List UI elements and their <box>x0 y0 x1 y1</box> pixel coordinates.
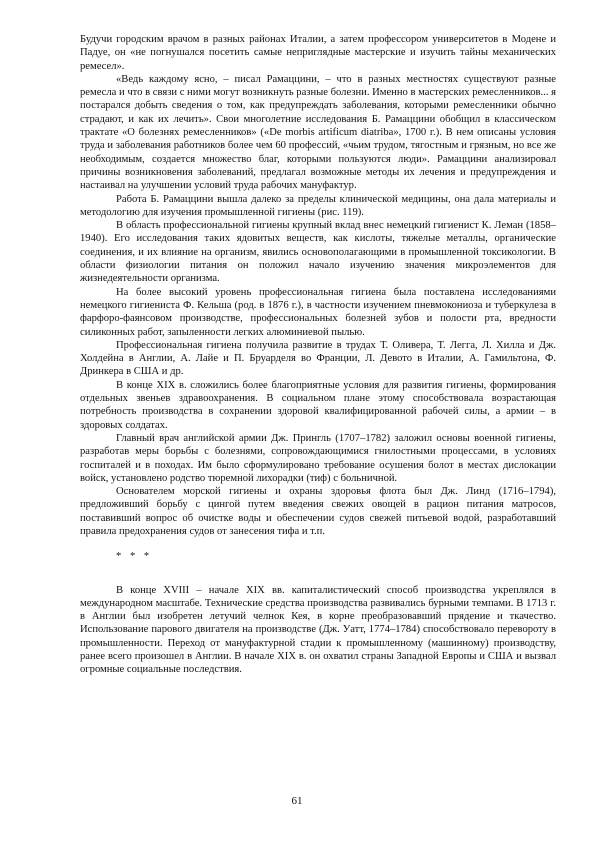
paragraph: В область профессиональной гигиены крупный вклад внес немецкий гигиенист К. Леман (1858–1940). Его исследования таких ядовитых веществ, как кислоты, тяжелые металлы, органические соединения, и их влияние на организм, явились основополагающими в промышленной токсикологии. В области физиологии питания он положил начало изучению значения микроэлементов для жизнедеятельности организма. <box>80 220 556 285</box>
paragraph: «Ведь каждому ясно, – писал Рамаццини, – что в разных местностях существуют разные ремесла и что в связи с ними могут возникнуть разные болезни. Именно в мастерских ремесленников... я постарался добыть сведения о том, как предупреждать заболевания, которыми ремесленники обычно страдают, и как их лечить». Свои многолетние исследования Б. Рамаццини обобщил в классическом трактате «О болезнях ремесленников» («De morbis artificum diatriba», 1700 г.). В нем описаны условия труда и заболевания работников более чем 60 профессий, «чьим трудом, тягостным и грязным, но все же необходимым, создается множество благ, которыми пользуются люди». Рамаццини анализировал причины возникновения заболеваний, предлагал возможные методы их лечения и предупреждения и настаивал на улучшении условий труда рабочих мануфактур. <box>80 73 556 192</box>
paragraph: Основателем морской гигиены и охраны здоровья флота был Дж. Линд (1716–1794), предложивший борьбу с цингой путем введения свежих овощей в рацион питания матросов, поставивший вопрос об очистке воды и обеспечении судов свежей питьевой водой, разработавший правила предохранения судов от занесения тифа и т.п. <box>80 486 556 537</box>
paragraph: В конце XIX в. сложились более благоприятные условия для развития гигиены, формирования отдельных звеньев здравоохранения. В социальном плане этому способствовала возрастающая потребность производства в сохранении здоровой квалифицированной рабочей силы, а армии – в здоровых солдатах. <box>80 379 556 431</box>
paragraph: Главный врач английской армии Дж. Прингль (1707–1782) заложил основы военной гигиены, разработав меры борьбы с болезнями, сопровождающимися гнилостными процессами, в условиях госпиталей и в походах. Им было сформулировано требование осушения болот в местах дислокации войск, установлено родство тюремной лихорадки (тиф) с больничной. <box>80 432 556 484</box>
section-separator: * * * <box>116 551 153 563</box>
page-body <box>80 33 556 677</box>
paragraph: В конце XVIII – начале XIX вв. капиталистический способ производства укреплялся в международном масштабе. Технические средства производства развивались бурными темпами. В 1713 г. в Англии был изобретен летучий челнок Кея, в корне преобразовавший прядение и ткачество. Использование парового двигателя на производстве (Дж. Уатт, 1774–1784) способствовало перевороту в промышленности. Переход от мануфактурной стадии к промышленному (машинному) производству, ранее всего произошел в Англии. В начале XIX в. он охватил страны Западной Европы и США и вызвал огромные социальные последствия. <box>80 584 556 676</box>
paragraph: На более высокий уровень профессиональная гигиена была поставлена исследованиями немецкого гигиениста Ф. Кельша (род. в 1876 г.), в частности изучением пневмокониоза и туберкулеза в фарфоро-фаянсовом производстве, профессиональных болезней зубов и полости рта, вредности силиконных работ, запыленности легких алюминиевой пылью. <box>80 286 556 338</box>
paragraph: Профессиональная гигиена получила развитие в трудах Т. Оливера, Т. Легга, Л. Хилла и Дж. Холдейна в Англии, А. Лайе и П. Бруарделя во Франции, Л. Девото в Италии, А. Гамильтона, Ф. Дринкера в США и др. <box>80 339 556 378</box>
page-number: 61 <box>291 795 303 807</box>
paragraph: Работа Б. Рамаццини вышла далеко за пределы клинической медицины, она дала материалы и методологию для изучения промышленной гигиены (рис. 119). <box>80 193 556 218</box>
paragraph: Будучи городским врачом в разных районах Италии, а затем профессором университетов в Модене и Падуе, он «не погнушался посетить самые неприглядные мастерские и изучить тайны механических ремесел». <box>80 34 556 72</box>
